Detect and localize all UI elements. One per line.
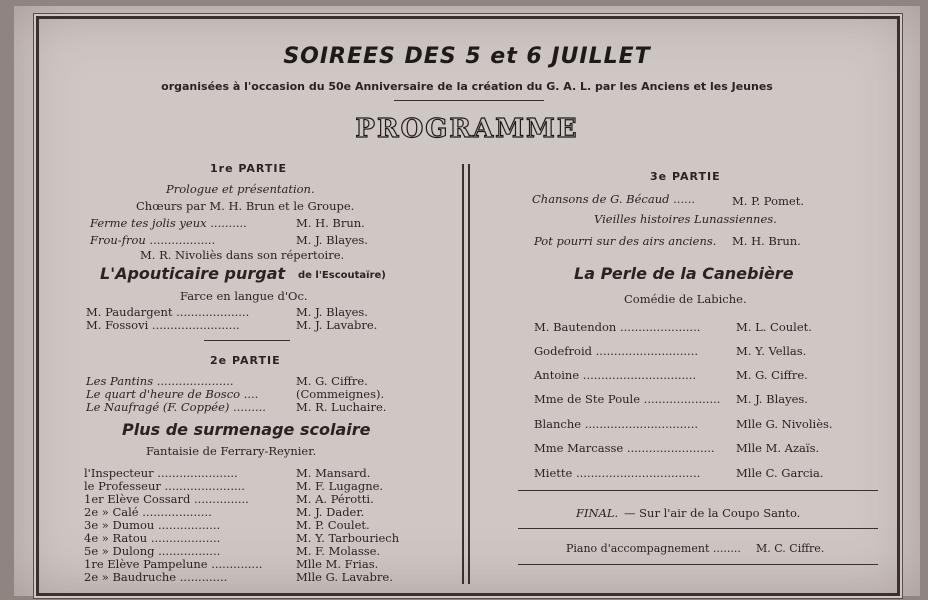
play2-cast-actor: M. J. Dader.: [296, 505, 365, 519]
play2-cast-actor: M. F. Molasse.: [296, 544, 381, 558]
play2-description: Fantaisie de Ferrary-Reynier.: [146, 444, 317, 458]
play3-cast-actor: M. J. Blayes.: [736, 392, 808, 406]
part3-item-piece: Chansons de G. Bécaud ......: [532, 192, 696, 206]
play2-cast-role: le Professeur ......................: [84, 479, 245, 493]
play2-cast-actor: Mlle M. Frias.: [296, 557, 379, 571]
part2-item-performer: M. R. Luchaire.: [296, 400, 387, 414]
part3-item-performer: M. P. Pomet.: [732, 194, 804, 208]
part1-heading: 1re PARTIE: [210, 162, 288, 175]
play2-cast-role: 1er Elève Cossard ...............: [84, 492, 249, 506]
play1-cast-role: M. Paudargent ....................: [86, 305, 250, 319]
play3-title: La Perle de la Canebière: [574, 264, 794, 283]
play3-cast-role: M. Bautendon ......................: [534, 320, 701, 334]
play2-cast-role: 4e » Ratou ...................: [84, 531, 221, 545]
part1-item-performer: M. J. Blayes.: [296, 233, 368, 247]
play3-cast-actor: Mlle C. Garcia.: [736, 466, 824, 480]
play3-cast-actor: M. G. Ciffre.: [736, 368, 808, 382]
part1-item-piece: Frou-frou ..................: [90, 233, 216, 247]
piano-performer: M. C. Ciffre.: [756, 542, 825, 555]
play2-cast-actor: M. Mansard.: [296, 466, 371, 480]
play3-cast-actor: M. Y. Vellas.: [736, 344, 807, 358]
play3-cast-role: Miette ..................................: [534, 466, 701, 480]
play1-cast-actor: M. J. Lavabre.: [296, 318, 378, 332]
play3-cast-actor: M. L. Coulet.: [736, 320, 812, 334]
part1-item-piece: Ferme tes jolis yeux ..........: [90, 216, 247, 230]
column-separator-left: [462, 164, 464, 584]
programme-sheet: [14, 6, 920, 596]
play2-cast-actor: Mlle G. Lavabre.: [296, 570, 393, 584]
part3-vieilles: Vieilles histoires Lunassiennes.: [594, 212, 777, 226]
part2-heading: 2e PARTIE: [210, 354, 281, 367]
play3-cast-role: Godefroid ............................: [534, 344, 699, 358]
play3-cast-role: Mme de Ste Poule .....................: [534, 392, 721, 406]
programme-heading: PROGRAMME: [355, 114, 579, 144]
part2-item-piece: Le Naufragé (F. Coppée) .........: [86, 400, 266, 414]
play1-title: L'Apouticaire purgat: [100, 264, 286, 283]
play2-title: Plus de surmenage scolaire: [122, 420, 371, 439]
play1-author: de l'Escoutaïre): [298, 270, 386, 281]
part2-item-performer: M. G. Ciffre.: [296, 374, 368, 388]
play3-cast-actor: Mlle M. Azaïs.: [736, 441, 820, 455]
play2-cast-actor: M. Y. Tarbouriech: [296, 531, 400, 545]
page-subtitle: organisées à l'occasion du 50e Anniversaire de la création du G. A. L. par les Anciens et les Jeunes: [161, 80, 773, 93]
play2-cast-role: l'Inspecteur ......................: [84, 466, 238, 480]
play1-cast-role: M. Fossovi ........................: [86, 318, 240, 332]
play2-cast-role: 1re Elève Pampelune ..............: [84, 557, 263, 571]
part1-prologue: Prologue et présentation.: [166, 182, 315, 196]
play2-cast-actor: M. A. Pérotti.: [296, 492, 374, 506]
final-divider-bottom: [518, 528, 878, 529]
final-divider-top: [518, 490, 878, 491]
play2-cast-actor: M. F. Lugagne.: [296, 479, 384, 493]
play3-cast-role: Antoine ...............................: [534, 368, 697, 382]
piano-divider: [518, 564, 878, 565]
play1-cast-actor: M. J. Blayes.: [296, 305, 368, 319]
part2-item-performer: (Commeignes).: [296, 387, 385, 401]
column-separator-right: [468, 164, 470, 584]
title-divider: [394, 100, 544, 101]
part1-choeurs: Chœurs par M. H. Brun et le Groupe.: [136, 199, 355, 213]
part2-item-piece: Les Pantins .....................: [86, 374, 234, 388]
play2-cast-actor: M. P. Coulet.: [296, 518, 370, 532]
part2-item-piece: Le quart d'heure de Bosco ....: [86, 387, 259, 401]
part3-heading: 3e PARTIE: [650, 170, 721, 183]
part1-item-performer: M. H. Brun.: [296, 216, 365, 230]
part-divider: [204, 340, 290, 341]
final-label: FINAL.: [576, 506, 619, 520]
play1-description: Farce en langue d'Oc.: [180, 289, 308, 303]
play2-cast-role: 2e » Calé ...................: [84, 505, 212, 519]
final-text: — Sur l'air de la Coupo Santo.: [624, 506, 801, 520]
play2-cast-role: 5e » Dulong .................: [84, 544, 221, 558]
part3-potpourri: Pot pourri sur des airs anciens.: [534, 234, 717, 248]
piano-label: Piano d'accompagnement ........: [566, 542, 741, 555]
play3-cast-role: Blanche ...............................: [534, 417, 699, 431]
play3-cast-actor: Mlle G. Nivoliès.: [736, 417, 833, 431]
page-title: SOIREES DES 5 et 6 JUILLET: [283, 44, 651, 69]
part1-repertoire: M. R. Nivoliès dans son répertoire.: [140, 248, 345, 262]
play2-cast-role: 2e » Baudruche .............: [84, 570, 228, 584]
play2-cast-role: 3e » Dumou .................: [84, 518, 221, 532]
play3-description: Comédie de Labiche.: [624, 292, 747, 306]
play3-cast-role: Mme Marcasse ........................: [534, 441, 715, 455]
part3-potpourri-performer: M. H. Brun.: [732, 234, 801, 248]
